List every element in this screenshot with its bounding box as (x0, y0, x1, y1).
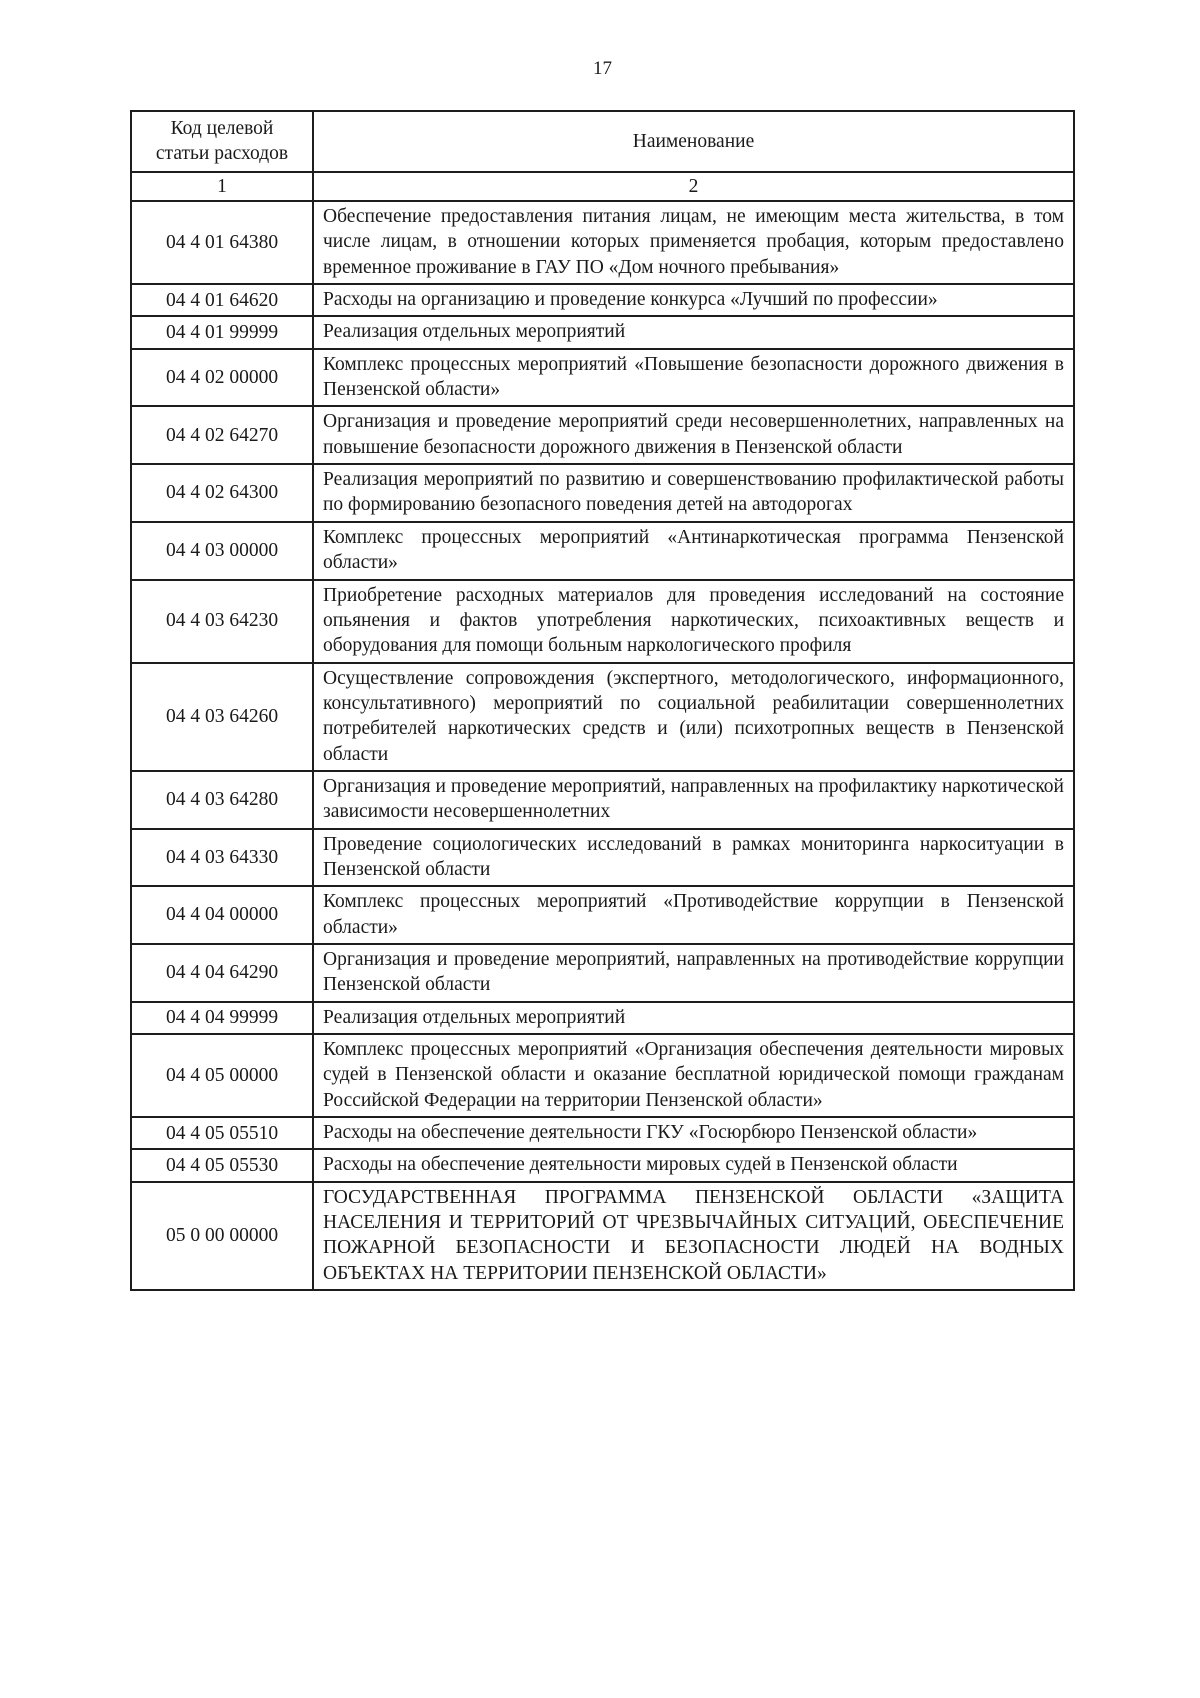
column-number-row (131, 172, 1074, 201)
code-cell: 04 4 04 99999 (131, 1002, 313, 1034)
name-cell: Комплекс процессных мероприятий «Противодействие коррупции в Пензенской области» (313, 886, 1074, 944)
name-cell: Комплекс процессных мероприятий «Повышение безопасности дорожного движения в Пензенской области» (313, 349, 1074, 407)
name-cell: Осуществление сопровождения (экспертного, методологического, информационного, консультативного) мероприятий по социальной реабилитации совершеннолетних потребителей наркотических средств и (или) психотропных веществ в Пензенской области (313, 663, 1074, 771)
name-cell: Реализация отдельных мероприятий (313, 1002, 1074, 1034)
code-cell: 05 0 00 00000 (131, 1182, 313, 1290)
header-row (131, 111, 1074, 172)
code-cell: 04 4 03 64260 (131, 663, 313, 771)
name-cell: Организация и проведение мероприятий, направленных на противодействие коррупции Пензенской области (313, 944, 1074, 1002)
code-cell: 04 4 03 64280 (131, 771, 313, 829)
table-row (131, 406, 1074, 464)
table-row (131, 771, 1074, 829)
code-cell: 04 4 01 99999 (131, 316, 313, 348)
table-row (131, 1002, 1074, 1034)
name-cell: Комплекс процессных мероприятий «Антинаркотическая программа Пензенской области» (313, 522, 1074, 580)
table-row (131, 1034, 1074, 1117)
table-body (131, 201, 1074, 1290)
name-cell: Расходы на обеспечение деятельности ГКУ «Госюрбюро Пензенской области» (313, 1117, 1074, 1149)
code-cell: 04 4 04 64290 (131, 944, 313, 1002)
table-row (131, 580, 1074, 663)
code-cell: 04 4 04 00000 (131, 886, 313, 944)
table-row (131, 522, 1074, 580)
name-cell: Реализация мероприятий по развитию и совершенствованию профилактической работы по формированию безопасного поведения детей на автодорогах (313, 464, 1074, 522)
table-row (131, 284, 1074, 316)
table-row (131, 886, 1074, 944)
table-row (131, 1182, 1074, 1290)
name-cell: Комплекс процессных мероприятий «Организация обеспечения деятельности мировых судей в Пензенской области и оказание бесплатной юридической помощи гражданам Российской Федерации на территории Пензенской области» (313, 1034, 1074, 1117)
table-row (131, 829, 1074, 887)
header-code-column: Код целевой статьи расходов (131, 111, 313, 172)
column-number-2: 2 (313, 172, 1074, 201)
name-cell: Организация и проведение мероприятий, направленных на профилактику наркотической зависимости несовершеннолетних (313, 771, 1074, 829)
code-cell: 04 4 03 64230 (131, 580, 313, 663)
table-row (131, 663, 1074, 771)
code-cell: 04 4 05 05530 (131, 1149, 313, 1181)
table-row (131, 944, 1074, 1002)
budget-codes-table (130, 110, 1075, 1291)
header-name-column: Наименование (313, 111, 1074, 172)
code-cell: 04 4 05 00000 (131, 1034, 313, 1117)
name-cell: Расходы на обеспечение деятельности мировых судей в Пензенской области (313, 1149, 1074, 1181)
name-cell: Реализация отдельных мероприятий (313, 316, 1074, 348)
name-cell: ГОСУДАРСТВЕННАЯ ПРОГРАММА ПЕНЗЕНСКОЙ ОБЛАСТИ «ЗАЩИТА НАСЕЛЕНИЯ И ТЕРРИТОРИЙ ОТ ЧРЕЗВЫЧАЙНЫХ СИТУАЦИЙ, ОБЕСПЕЧЕНИЕ ПОЖАРНОЙ БЕЗОПАСНОСТИ И БЕЗОПАСНОСТИ ЛЮДЕЙ НА ВОДНЫХ ОБЪЕКТАХ НА ТЕРРИТОРИИ ПЕНЗЕНСКОЙ ОБЛАСТИ» (313, 1182, 1074, 1290)
code-cell: 04 4 03 00000 (131, 522, 313, 580)
code-cell: 04 4 01 64380 (131, 201, 313, 284)
code-cell: 04 4 03 64330 (131, 829, 313, 887)
column-number-1: 1 (131, 172, 313, 201)
code-cell: 04 4 02 64300 (131, 464, 313, 522)
code-cell: 04 4 05 05510 (131, 1117, 313, 1149)
code-cell: 04 4 02 64270 (131, 406, 313, 464)
name-cell: Приобретение расходных материалов для проведения исследований на состояние опьянения и фактов употребления наркотических, психоактивных веществ и оборудования для помощи больным наркологического профиля (313, 580, 1074, 663)
table-header (131, 111, 1074, 201)
name-cell: Проведение социологических исследований в рамках мониторинга наркоситуации в Пензенской области (313, 829, 1074, 887)
table-row (131, 201, 1074, 284)
table-row (131, 1117, 1074, 1149)
table-row (131, 464, 1074, 522)
page-number: 17 (593, 58, 612, 79)
table-row (131, 349, 1074, 407)
name-cell: Обеспечение предоставления питания лицам, не имеющим места жительства, в том числе лицам, в отношении которых применяется пробация, которым предоставлено временное проживание в ГАУ ПО «Дом ночного пребывания» (313, 201, 1074, 284)
table-row (131, 316, 1074, 348)
name-cell: Расходы на организацию и проведение конкурса «Лучший по профессии» (313, 284, 1074, 316)
code-cell: 04 4 02 00000 (131, 349, 313, 407)
code-cell: 04 4 01 64620 (131, 284, 313, 316)
table-row (131, 1149, 1074, 1181)
name-cell: Организация и проведение мероприятий среди несовершеннолетних, направленных на повышение безопасности дорожного движения в Пензенской области (313, 406, 1074, 464)
